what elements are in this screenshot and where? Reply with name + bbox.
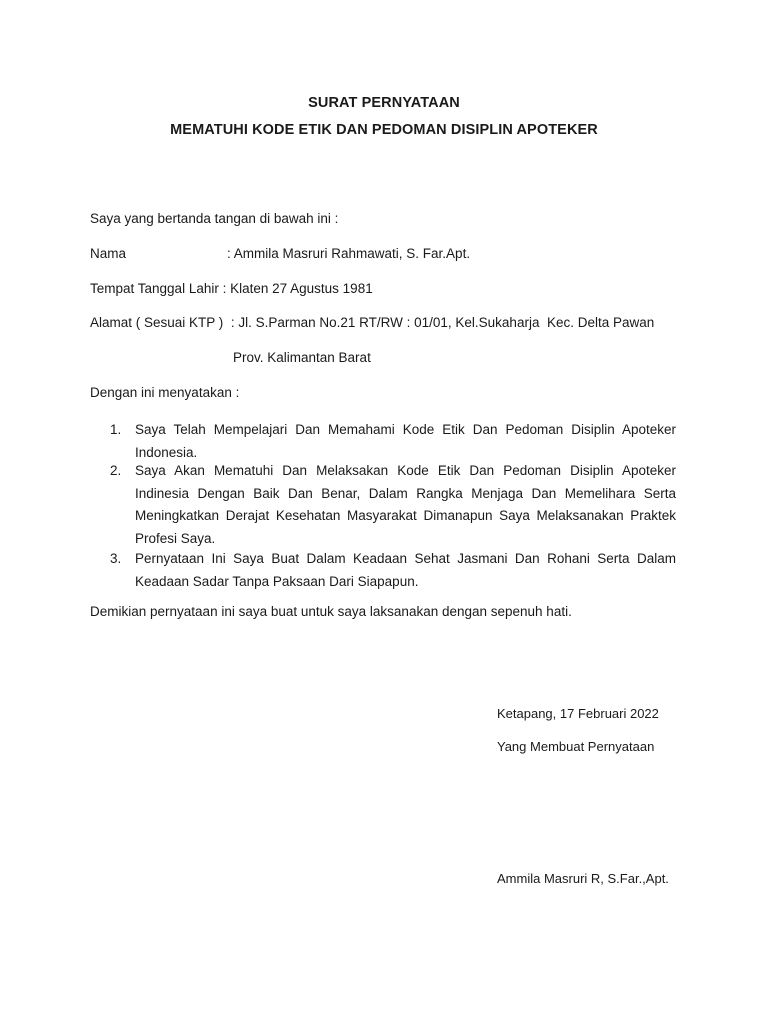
- statement-line: Indinesia Dengan Baik Dan Benar, Dalam Rangka Menjaga Dan Memelihara Serta: [135, 485, 676, 501]
- field-alamat-label: Alamat ( Sesuai KTP ): [90, 315, 224, 330]
- field-nama-value: : Ammila Masruri Rahmawati, S. Far.Apt.: [227, 246, 471, 261]
- statement-line: Pernyataan Ini Saya Buat Dalam Keadaan Sehat Jasmani Dan Rohani Serta Dalam: [135, 551, 676, 566]
- statement-line: Saya Akan Mematuhi Dan Melaksakan Kode Etik Dan Pedoman Disiplin Apoteker: [135, 463, 676, 478]
- statement-text: [135, 419, 676, 464]
- field-alamat-value: : Jl. S.Parman No.21 RT/RW : 01/01, Kel.Sukaharja Kec. Delta Pawan: [223, 315, 655, 330]
- field-alamat: [90, 315, 654, 330]
- statement-line: Keadaan Sadar Tanpa Paksaan Dari Siapapun.: [135, 573, 419, 589]
- statement-number: 1.: [110, 422, 122, 437]
- statement-line: Profesi Saya.: [135, 530, 216, 546]
- statement-text: [135, 460, 676, 550]
- field-ttl: [90, 281, 373, 296]
- intro-text: Saya yang bertanda tangan di bawah ini :: [90, 211, 339, 226]
- field-nama-label: Nama: [90, 246, 127, 261]
- statement-number: 3.: [110, 551, 122, 566]
- signature-place-date: Ketapang, 17 Februari 2022: [497, 706, 659, 721]
- signature-name: Ammila Masruri R, S.Far.,Apt.: [497, 871, 669, 886]
- statement-number: 2.: [110, 463, 122, 478]
- statement-line: Meningkatkan Derajat Kesehatan Masyarakat Dimanapun Saya Melaksanakan Praktek: [135, 508, 676, 523]
- closing-text: Demikian pernyataan ini saya buat untuk saya laksanakan dengan sepenuh hati.: [90, 604, 572, 619]
- field-ttl-value: : Klaten 27 Agustus 1981: [218, 281, 373, 296]
- field-ttl-label: Tempat Tanggal Lahir: [90, 281, 219, 296]
- document-subtitle: MEMATUHI KODE ETIK DAN PEDOMAN DISIPLIN APOTEKER: [170, 122, 598, 138]
- field-alamat-line2: Prov. Kalimantan Barat: [233, 350, 371, 365]
- statement-text: [135, 548, 676, 593]
- statement-line: Saya Telah Mempelajari Dan Memahami Kode Etik Dan Pedoman Disiplin Apoteker: [135, 422, 676, 437]
- field-nama: [90, 246, 470, 261]
- statement-line: Indonesia.: [135, 444, 198, 460]
- statement-intro: Dengan ini menyatakan :: [90, 385, 240, 400]
- document-title: SURAT PERNYATAAN: [308, 95, 460, 111]
- signature-role: Yang Membuat Pernyataan: [497, 739, 655, 754]
